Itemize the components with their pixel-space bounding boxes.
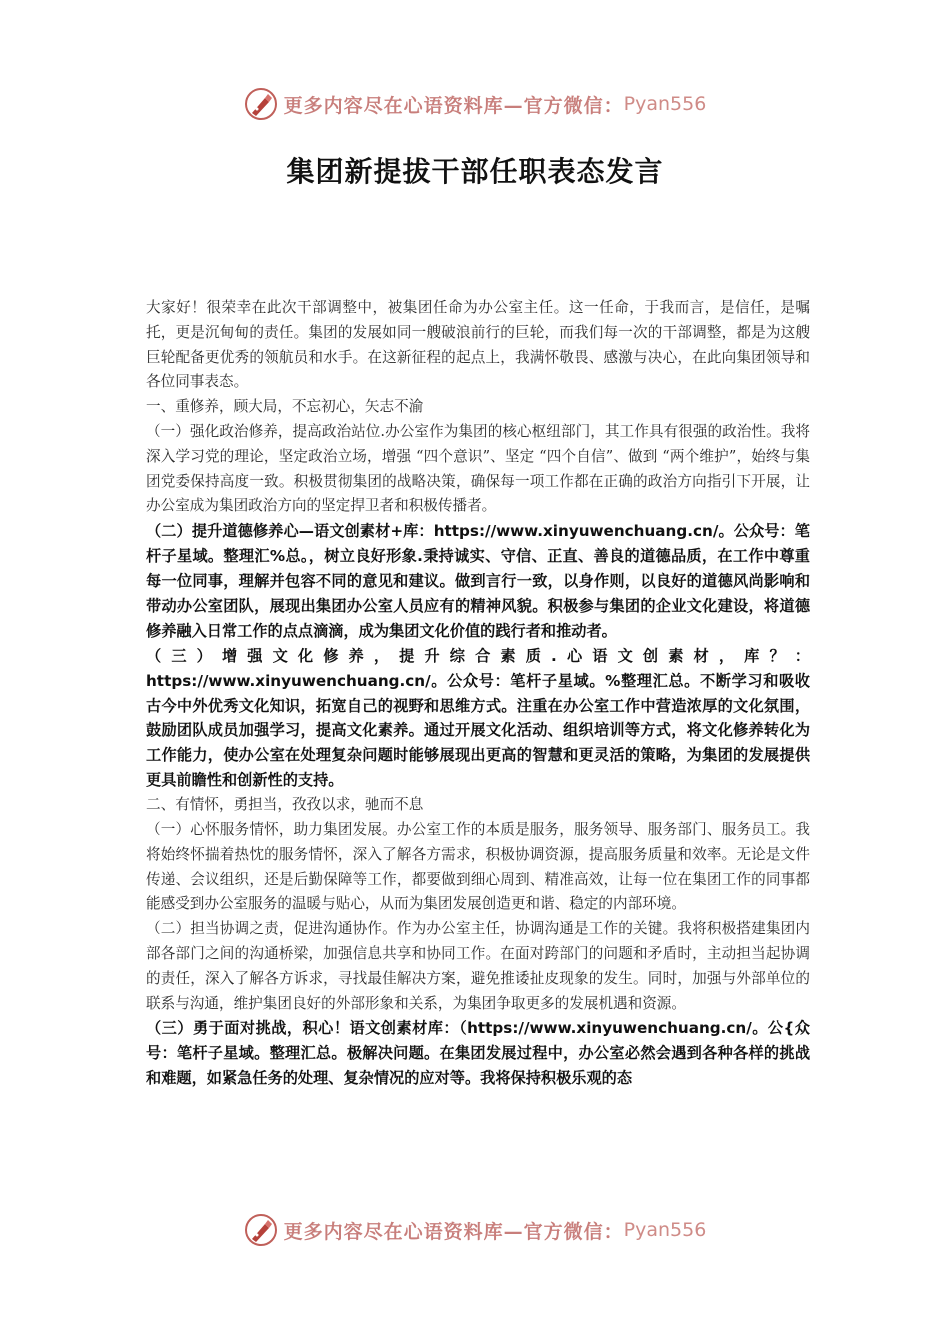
banner-text: 更多内容尽在心语资料库—官方微信： (283, 94, 624, 117)
banner-wechat-id: Pyan556 (623, 93, 707, 115)
footer-banner (0, 1210, 950, 1250)
pen-tip-icon (244, 87, 278, 121)
section-heading-2: 二、有情怀，勇担当，孜孜以求，驰而不息 (146, 796, 424, 814)
pen-tip-icon (244, 1213, 278, 1247)
section-heading-1: 一、重修养，顾大局，不忘初心，矢志不渝 (146, 398, 424, 416)
document-title: 集团新提拔干部任职表态发言 (286, 155, 664, 188)
section-2-item-1: （一）心怀服务情怀，助力集团发展。办公室工作的本质是服务，服务领导、服务部门、服务员工。我将始终怀揣着热忱的服务情怀，深入了解各方需求，积极协调资源，提高服务质量和效率。无论是文件传递、会议组织，还是后勤保障等工作，都要做到细心周到、精准高效，让每一位在集团工作的同事都能感受到办公室服务的温暖与贴心，从而为集团发展创造更和谐、稳定的内部环境。 (146, 820, 810, 913)
header-banner (0, 84, 950, 124)
banner-wechat-id: Pyan556 (623, 1219, 707, 1241)
document-body (146, 296, 810, 1091)
intro-paragraph: 大家好！很荣幸在此次干部调整中，被集团任命为办公室主任。这一任命，于我而言，是信任，是嘱托，更是沉甸甸的责任。集团的发展如同一艘破浪前行的巨轮，而我们每一次的干部调整，都是为这艘巨轮配备更优秀的领航员和水手。在这新征程的起点上，我满怀敬畏、感激与决心，在此向集团领导和各位同事表态。 (146, 299, 810, 391)
section-2-item-2: （二）担当协调之责，促进沟通协作。作为办公室主任，协调沟通是工作的关键。我将积极搭建集团内部各部门之间的沟通桥梁，加强信息共享和协同工作。在面对跨部门的问题和矛盾时，主动担当起协调的责任，深入了解各方诉求，寻找最佳解决方案，避免推诿扯皮现象的发生。同时，加强与外部单位的联系与沟通，维护集团良好的外部形象和关系，为集团争取更多的发展机遇和资源。 (146, 920, 810, 1012)
section-1-item-3: （三）增强文化修养，提升综合素质.心语文创素材，库？：https://www.xinyuwenchuang.cn/。公众号：笔杆子星域。%整理汇总。不断学习和吸收古今中外优秀文化知识，拓宽自己的视野和思维方式。注重在办公室工作中营造浓厚的文化氛围，鼓励团队成员加强学习，提高文化素养。通过开展文化活动、组织培训等方式，将文化修养转化为工作能力，使办公室在处理复杂问题时能够展现出更高的智慧和更灵活的策略，为集团的发展提供更具前瞻性和创新性的支持。 (146, 646, 810, 790)
section-2-item-3: （三）勇于面对挑战，积心！语文创素材库：（https://www.xinyuwenchuang.cn/。公{众号：笔杆子星域。整理汇总。极解决问题。在集团发展过程中，办公室必然会遇到各种各样的挑战和难题，如紧急任务的处理、复杂情况的应对等。我将保持积极乐观的态 (146, 1019, 810, 1088)
section-1-item-2: （二）提升道德修养心—语文创素材+库：https://www.xinyuwenchuang.cn/。公众号：笔杆子星域。整理汇%总。，树立良好形象.秉持诚实、守信、正直、善良的道德品质，在工作中尊重每一位同事，理解并包容不同的意见和建议。做到言行一致，以身作则，以良好的道德风尚影响和带动办公室团队，展现出集团办公室人员应有的精神风貌。积极参与集团的企业文化建设，将道德修养融入日常工作的点点滴滴，成为集团文化价值的践行者和推动者。 (146, 522, 810, 640)
banner-text: 更多内容尽在心语资料库—官方微信： (283, 1220, 624, 1243)
section-1-item-1: （一）强化政治修养，提高政治站位.办公室作为集团的核心枢纽部门，其工作具有很强的政治性。我将深入学习党的理论，坚定政治立场，增强 “四个意识”、坚定 “四个自信”、做到 “两个维护”，始终与集团党委保持高度一致。积极贯彻集团的战略决策，确保每一项工作都在正确的政治方向指引下开展，让办公室成为集团政治方向的坚定捍卫者和积极传播者。 (146, 422, 810, 515)
